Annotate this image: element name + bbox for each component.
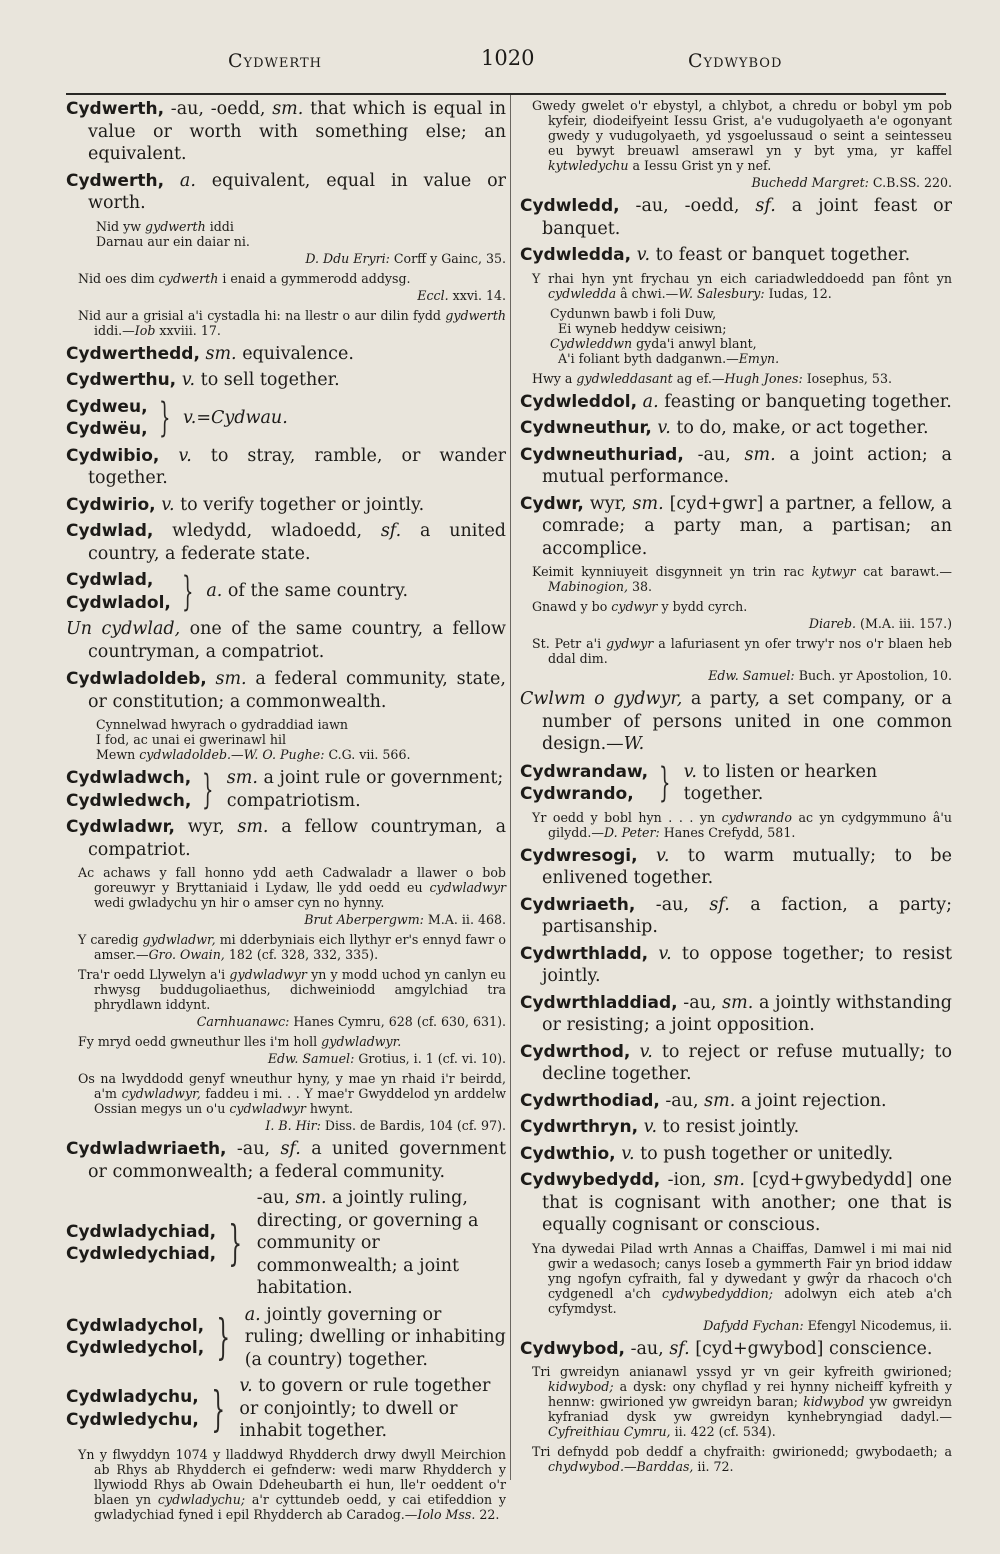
dictionary-entry: Cydwneuthuriad, -au, sm. a joint action; a mutual performance. bbox=[520, 444, 952, 487]
headword: Cydwibio, bbox=[66, 445, 160, 466]
grammar-label: v. bbox=[636, 245, 651, 265]
definition: -au, sm. a jointly ruling, directing, or governing a community or commonwealth; a joint habitation. bbox=[256, 1188, 479, 1298]
headword: Cydwledda, bbox=[520, 245, 632, 265]
dictionary-entry bbox=[520, 1041, 952, 1086]
paired-entry bbox=[520, 761, 952, 806]
dictionary-entry bbox=[66, 369, 506, 392]
citation: Brut Aberpergwm: M.A. ii. 468. bbox=[304, 912, 506, 927]
definition: a joint feast or banquet. bbox=[542, 196, 952, 239]
headword: Cydwlad, bbox=[66, 570, 154, 590]
citation: Eccl. xxvi. 14. bbox=[417, 287, 506, 303]
paired-headwords bbox=[66, 1221, 216, 1266]
dictionary-entry bbox=[520, 1116, 952, 1139]
dictionary-entry bbox=[520, 845, 952, 890]
quotation: Yna dywedai Pilad wrth Annas a Chaiffas, Damwel i mi mai nid gwir a wedasoch; canys Ioseb a gymmerth Fair yn briod iddaw yng ngofyn cyfraith, fal y dywedant y gwŷr da rhacoch o'ch cydgenedl a'ch cydwybedyddion; adolwyn eich ateb a'ch cyfymdyst. bbox=[532, 1240, 953, 1316]
definition: a. of the same country. bbox=[206, 581, 409, 602]
headword: Cydwladoldeb, bbox=[66, 669, 207, 689]
quotation: Gwedy gwelet o'r ebystyl, a chlybot, a chredu or bobyl ym pob kyfeir, diodeifyeint Iessu Grist, a'e vudugolyaeth a'e ogonyant gwedy y vudugolyaeth, yd ysgoelussaud o seint a seintesseu eu bywyt breuawl amserawl yn y byt yma, yr kaffel kytwledychu a Iessu Grist yn y nef. bbox=[532, 98, 952, 173]
quotation: Gnawd y bo cydwyr y bydd cyrch. bbox=[532, 599, 748, 614]
grammar-label: sm. bbox=[237, 817, 269, 837]
quotation: Fy mryd oedd gwneuthur lles i'm holl gydwladwyr. bbox=[78, 1034, 402, 1049]
headword: Cydwresogi, bbox=[520, 845, 638, 866]
quotation: Ac achaws y fall honno ydd aeth Cadwaladr a llawer o bob goreuwyr y Bryttaniaid i Lydaw, lle ydd oedd eu cydwladwyr wedi gwladychu yn hir o amser cyn no hynny. bbox=[78, 865, 506, 910]
definition: to feast or banquet together. bbox=[650, 245, 911, 265]
brace: } bbox=[158, 395, 170, 441]
grammar-label: sm. bbox=[704, 1090, 736, 1111]
citation: Buchedd Margret: C.B.SS. 220. bbox=[751, 175, 952, 190]
running-header bbox=[66, 46, 946, 80]
headword: Cydwrando, bbox=[520, 784, 634, 804]
dictionary-entry: Cydwr, wyr, sm. [cyd+gwr] a partner, a fellow, a comrade; a party man, a partisan; an accomplice. bbox=[520, 493, 952, 559]
headword: Cydwledychiad, bbox=[66, 1244, 217, 1265]
definition: to push together or unitedly. bbox=[634, 1143, 894, 1164]
column-divider bbox=[510, 95, 511, 1480]
headword: Cydwladychu, bbox=[66, 1387, 199, 1408]
paired-headwords bbox=[66, 767, 191, 812]
definition: to resist jointly. bbox=[657, 1117, 800, 1137]
citation: Diareb. (M.A. iii. 157.) bbox=[808, 616, 952, 631]
definition: to sell together. bbox=[195, 370, 340, 390]
headword: Cydwrandaw, bbox=[520, 761, 649, 782]
paired-entry bbox=[66, 1375, 506, 1443]
citation: Dafydd Fychan: Efengyl Nicodemus, ii. bbox=[703, 1317, 952, 1333]
grammar-label: sf. bbox=[755, 196, 776, 216]
grammar-label: sf. bbox=[709, 894, 730, 915]
verse-quotation: Cydunwn bawb i foli Duw, Ei wyneb heddyw ceisiwn; Cydwleddwn gyda'i anwyl blant, A'i foliant byth dadganwn.—Emyn. bbox=[550, 305, 780, 366]
quotation: Y rhai hyn ynt frychau yn eich cariadwleddoedd pan fônt yn cydwledda â chwi.—W. Salesbury: Iudas, 12. bbox=[532, 270, 952, 301]
page-number: 1020 bbox=[481, 46, 535, 70]
quotation: Keimit kynniuyeit disgynneit yn trin rac kytwyr cat barawt.—Mabinogion, 38. bbox=[532, 564, 952, 594]
definition: v. to listen or hearken together. bbox=[683, 761, 878, 804]
citation: Carnhuanawc: Hanes Cymru, 628 (cf. 630, 631). bbox=[196, 1014, 506, 1029]
grammar-label: v. bbox=[161, 494, 175, 515]
grammar-label: v. bbox=[639, 1041, 653, 1062]
definition: a joint rejection. bbox=[735, 1090, 887, 1111]
headword: Cydwriaeth, bbox=[520, 894, 636, 915]
headword: Cydwledwch, bbox=[66, 790, 192, 811]
headword: Cydwleddol, bbox=[520, 391, 638, 412]
quotation: Nid oes dim cydwerth i enaid a gymmerodd addysg. bbox=[78, 270, 411, 286]
brace: } bbox=[228, 1215, 243, 1272]
headword: Cydwirio, bbox=[66, 494, 156, 515]
headword: Cydwledd, bbox=[520, 196, 620, 216]
right-column bbox=[520, 98, 952, 1479]
headword: Cydwëu, bbox=[66, 419, 148, 439]
quotation: St. Petr a'i gydwyr a lafuriasent yn ofer trwy'r nos o'r blaen heb ddal dim. bbox=[532, 636, 952, 666]
dictionary-entry: Cydwladwriaeth, -au, sf. a united government or commonwealth; a federal community. bbox=[66, 1139, 506, 1182]
brace: } bbox=[202, 766, 214, 813]
definition: [cyd+gwybod] conscience. bbox=[689, 1338, 933, 1359]
paired-entry bbox=[66, 569, 506, 614]
dictionary-entry bbox=[520, 417, 952, 440]
paired-entry bbox=[66, 1304, 506, 1372]
paired-headwords bbox=[66, 569, 171, 614]
grammar-label: sm. bbox=[744, 444, 776, 465]
headword: Cydwneuthuriad, bbox=[520, 444, 684, 465]
grammar-label: sm. bbox=[713, 1170, 745, 1190]
verse-quotation: Nid yw gydwerth iddi Darnau aur ein daiar ni. bbox=[96, 218, 250, 249]
definition: [cyd+gwr] a partner, a fellow, a comrade; a party man, a partisan; an accomplice. bbox=[542, 493, 952, 559]
dictionary-entry: Cydwybedydd, -ion, sm. [cyd+gwybedydd] one that is cognisant with another; one that is equally cognisant or conscious. bbox=[520, 1170, 952, 1235]
paired-headwords bbox=[66, 1386, 199, 1431]
quotation: Hwy a gydwleddasant ag ef.—Hugh Jones: Iosephus, 53. bbox=[532, 370, 892, 386]
grammar-label: sf. bbox=[669, 1338, 690, 1359]
paired-headwords bbox=[66, 396, 148, 441]
definition: v.=Cydwau. bbox=[182, 407, 288, 428]
dictionary-entry: Cydwerth, -au, -oedd, sm. that which is equal in value or worth with something else; an equivalent. bbox=[66, 99, 506, 164]
definition: that which is equal in value or worth with something else; an equivalent. bbox=[88, 99, 506, 164]
grammar-label: a. bbox=[179, 170, 196, 191]
brace: } bbox=[211, 1380, 225, 1437]
headword: Cydwledychol, bbox=[66, 1338, 205, 1359]
headword: Cydwrthodiad, bbox=[520, 1090, 660, 1111]
citation: Edw. Samuel: Grotius, i. 1 (cf. vi. 10). bbox=[267, 1051, 506, 1066]
definition: to reject or refuse mutually; to decline together. bbox=[542, 1041, 952, 1084]
quotation: Tri defnydd pob deddf a chyfraith: gwirionedd; gwybodaeth; a chydwybod.—Barddas, ii. 72. bbox=[532, 1444, 952, 1474]
headword: Cydwybod, bbox=[520, 1338, 625, 1359]
header-right-guide-word: Cydwybod bbox=[688, 50, 783, 72]
headword: Cydwledychu, bbox=[66, 1409, 199, 1430]
dictionary-entry: Cydwybod, -au, sf. [cyd+gwybod] conscience. bbox=[520, 1338, 933, 1359]
header-rule bbox=[66, 93, 946, 95]
phrase-entry: Cwlwm o gydwyr, a party, a set company, or a number of persons united in one common design.—W. bbox=[520, 689, 952, 754]
paired-entry bbox=[66, 396, 506, 441]
headword: Cydwerthedd, bbox=[66, 343, 200, 364]
phrase-entry: Un cydwlad, one of the same country, a fellow countryman, a compatriot. bbox=[66, 619, 506, 662]
grammar-label: v. bbox=[658, 943, 672, 964]
grammar-label: v. bbox=[643, 1117, 658, 1137]
quotation: Tri gwreidyn anianawl yssyd yr vn geir kyfreith gwirioned; kidwybod; a dysk: ony chyflad y rei hynny nicheiff kyfreith y hennw: gwirioned yw gwreidyn baran; kidwybod yw gwreidyn kyfraniad dysk yw gwreidyn kynhebryngiad dadyl.—Cyfreithiau Cymru, ii. 422 (cf. 534). bbox=[532, 1364, 952, 1439]
quotation: Yn y flwyddyn 1074 y lladdwyd Rhydderch drwy dwyll Meirchion ab Rhys ab Rhydderch ei gefnderw: wedi marw Rhydderch y llywiodd Rhys ab Owain Ddeheubarth ei hun, lle'r oeddent o'r blaen yn cydwladychu; a'r cyttundeb oedd, y cai etifeddion y gwladychiad fyned i epil Rhydderch ab Caradog.—Iolo Mss. 22. bbox=[78, 1446, 506, 1522]
definition: sm. a joint rule or government; compatriotism. bbox=[226, 768, 504, 811]
grammar-label: sm. bbox=[632, 493, 664, 514]
definition: a united government or commonwealth; a federal community. bbox=[88, 1139, 506, 1182]
headword: Cydwr, bbox=[520, 493, 584, 514]
grammar-label: v. bbox=[181, 370, 196, 390]
quotation: Yr oedd y bobl hyn . . . yn cydwrando ac yn cydgymmuno â'u gilydd.—D. Peter: Hanes Crefydd, 581. bbox=[532, 809, 952, 840]
grammar-label: sm. bbox=[272, 99, 304, 119]
grammar-label: sf. bbox=[380, 521, 402, 541]
definition: to stray, ramble, or wander together. bbox=[88, 445, 506, 488]
definition: equivalent, equal in value or worth. bbox=[88, 170, 506, 213]
quotation: Os na lwyddodd genyf wneuthur hyny, y mae yn rhaid i'r beirdd, a'm cydwladwyr, faddeu i mi. . . Y mae'r Gwyddelod yn arddelw Ossian megys un o'u cydwladwyr hwynt. bbox=[78, 1071, 507, 1116]
grammar-label: sm. bbox=[215, 669, 247, 689]
dictionary-entry bbox=[66, 170, 506, 215]
dictionary-entry: Cydwlad, wledydd, wladoedd, sf. a united country, a federate state. bbox=[66, 521, 506, 564]
headword: Cydwybedydd, bbox=[520, 1170, 661, 1190]
dictionary-entry: Cydwrthladdiad, -au, sm. a jointly withstanding or resisting; a joint opposition. bbox=[520, 992, 952, 1035]
verse-quotation: Cynnelwad hwyrach o gydraddiad iawn I fod, ac unai ei gwerinawl hil Mewn cydwladoldeb.—W. O. Pughe: C.G. vii. 566. bbox=[96, 717, 411, 762]
grammar-label: v. bbox=[621, 1143, 635, 1164]
grammar-label: v. bbox=[657, 418, 671, 438]
definition: equivalence. bbox=[236, 343, 354, 364]
headword: Cydwladychiad, bbox=[66, 1221, 217, 1242]
grammar-label: sm. bbox=[722, 992, 754, 1013]
definition: a federal community, state, or constitution; a commonwealth. bbox=[88, 669, 506, 712]
headword: Cydweu, bbox=[66, 396, 148, 417]
grammar-label: sm. bbox=[205, 343, 237, 364]
quotation: Y caredig gydwladwr, mi dderbyniais eich llythyr er's ennyd fawr o amser.—Gro. Owain, 182 (cf. 328, 332, 335). bbox=[78, 932, 506, 962]
paired-entry bbox=[66, 1187, 506, 1300]
definition: a joint action; a mutual performance. bbox=[542, 444, 952, 487]
headword: Cydwneuthur, bbox=[520, 418, 652, 438]
headword: Cydwerth, bbox=[66, 170, 165, 191]
dictionary-entry bbox=[520, 244, 952, 267]
dictionary-entry bbox=[520, 391, 952, 414]
grammar-label: v. bbox=[178, 445, 192, 466]
grammar-label: v. bbox=[656, 845, 670, 866]
headword: Cydwladychol, bbox=[66, 1315, 205, 1336]
citation: I. B. Hir: Diss. de Bardis, 104 (cf. 97). bbox=[265, 1118, 506, 1133]
dictionary-entry: Cydwledd, -au, -oedd, sf. a joint feast or banquet. bbox=[520, 196, 952, 239]
headword: Cydwrthryn, bbox=[520, 1117, 639, 1137]
headword: Cydwerthu, bbox=[66, 370, 177, 390]
left-column bbox=[66, 98, 506, 1527]
headword: Cydwladol, bbox=[66, 592, 171, 613]
dictionary-entry bbox=[66, 343, 506, 366]
brace: } bbox=[659, 760, 671, 806]
dictionary-entry bbox=[520, 943, 952, 988]
header-left-guide-word: Cydwerth bbox=[228, 50, 322, 72]
dictionary-entry bbox=[66, 494, 506, 517]
dictionary-entry bbox=[66, 668, 506, 713]
definition: to oppose together; to resist jointly. bbox=[542, 943, 952, 986]
headword: Cydwrthod, bbox=[520, 1041, 631, 1062]
dictionary-entry bbox=[520, 1143, 952, 1166]
grammar-label: sf. bbox=[280, 1139, 301, 1159]
headword: Cydwladwriaeth, bbox=[66, 1139, 227, 1159]
definition: to verify together or jointly. bbox=[174, 494, 425, 515]
headword: Cydwrthladd, bbox=[520, 943, 649, 964]
dictionary-entry: Cydwladwr, wyr, sm. a fellow countryman, a compatriot. bbox=[66, 817, 506, 860]
headword: Cydwrthladdiad, bbox=[520, 992, 678, 1013]
dictionary-entry: Cydwriaeth, -au, sf. a faction, a party; partisanship. bbox=[520, 894, 952, 937]
definition: a fellow countryman, a compatriot. bbox=[88, 817, 506, 860]
headword: Cydwerth, bbox=[66, 99, 165, 119]
definition: a. jointly governing or ruling; dwelling or inhabiting (a country) together. bbox=[244, 1304, 506, 1370]
definition: feasting or banqueting together. bbox=[658, 391, 952, 412]
definition: v. to govern or rule together or conjointly; to dwell or inhabit together. bbox=[239, 1376, 491, 1441]
paired-headwords bbox=[66, 1315, 204, 1360]
definition: to do, make, or act together. bbox=[670, 418, 929, 438]
definition: a jointly withstanding or resisting; a joint opposition. bbox=[542, 992, 952, 1035]
grammar-label: a. bbox=[642, 391, 659, 412]
definition: a faction, a party; partisanship. bbox=[542, 894, 952, 937]
definition: a united country, a federate state. bbox=[88, 521, 506, 564]
headword: Cydwladwr, bbox=[66, 817, 175, 837]
paired-headwords bbox=[520, 761, 648, 806]
paired-entry bbox=[66, 767, 506, 812]
quotation: Nid aur a grisial a'i cystadla hi: na llestr o aur dilin fydd gydwerth iddi.—Iob xxviii. 17. bbox=[78, 307, 506, 338]
headword: Cydwthio, bbox=[520, 1143, 616, 1164]
headword: Cydwlad, bbox=[66, 521, 154, 541]
brace: } bbox=[181, 568, 194, 615]
dictionary-entry: Cydwrthodiad, -au, sm. a joint rejection. bbox=[520, 1090, 887, 1111]
definition: [cyd+gwybedydd] one that is cognisant with another; one that is equally cognisant or conscious. bbox=[542, 1170, 952, 1235]
dictionary-entry bbox=[66, 445, 506, 490]
citation: D. Ddu Eryri: Corff y Gainc, 35. bbox=[305, 250, 506, 266]
brace: } bbox=[216, 1309, 231, 1366]
quotation: Tra'r oedd Llywelyn a'i gydwladwyr yn y modd uchod yn canlyn eu rhwysg buddugoliaethus, dichweiniodd amgylchiad tra phrydlawn iddynt. bbox=[78, 967, 506, 1012]
headword: Cydwladwch, bbox=[66, 768, 192, 788]
citation: Edw. Samuel: Buch. yr Apostolion, 10. bbox=[708, 668, 952, 683]
definition: to warm mutually; to be enlivened together. bbox=[542, 845, 952, 888]
